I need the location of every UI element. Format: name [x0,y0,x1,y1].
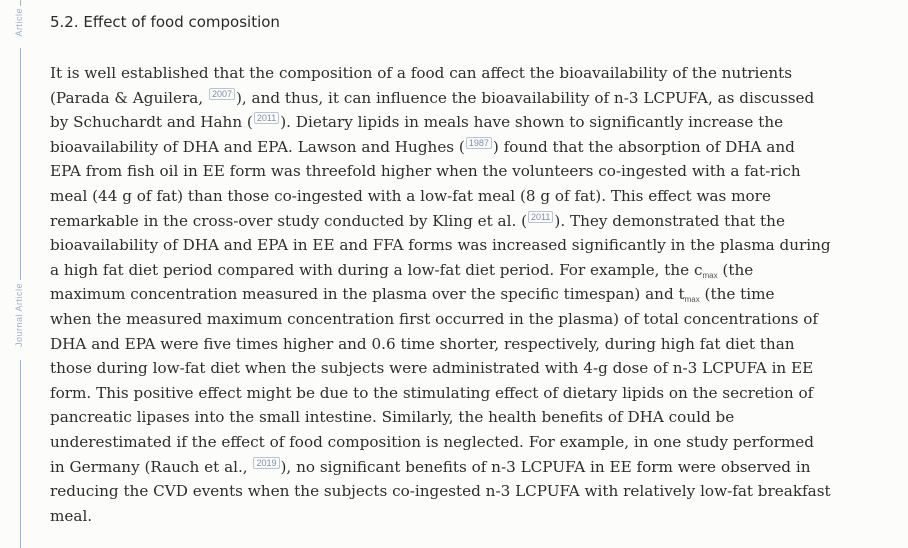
citation-link[interactable]: 1987 [466,137,492,149]
paragraph-line: It is well established that the composition of a food can affect the bioavailability of the nutrients [50,64,793,82]
section-paragraph [50,61,890,528]
paragraph-line: EPA from fish oil in EE form was threefold higher when the volunteers co-ingested with a fat-rich [50,162,801,181]
paragraph-line [50,455,890,480]
line-text: ), no significant benefits of n-3 LCPUFA in EE form were observed in [280,457,811,476]
paragraph-line [50,135,890,160]
rail-label-top: Article [14,8,24,37]
line-text: ), and thus, it can influence the bioavailability of n-3 LCPUFA, as discussed [235,88,815,107]
line-text: maximum concentration measured in the plasma over the specific timespan) and t [50,285,685,304]
line-text: ) found that the absorption of DHA and [492,137,795,156]
rail-divider [20,48,21,280]
paragraph-line [50,110,890,135]
rail-label-bottom: Journal Article [14,283,24,348]
paragraph-line [50,209,890,234]
paragraph-line [50,86,890,111]
line-text: remarkable in the cross-over study conducted by Kling et al. ( [50,211,528,230]
line-text: (the time [699,285,775,304]
line-text: in Germany (Rauch et al., [50,457,253,476]
citation-link[interactable]: 2019 [253,457,279,469]
paragraph-line: meal. [50,506,93,525]
paragraph-line: meal (44 g of fat) than those co-ingested with a low-fat meal (8 g of fat). This effect was more [50,186,771,205]
paragraph-line: pancreatic lipases into the small intestine. Similarly, the health benefits of DHA could be [50,408,735,427]
rail-divider [20,0,21,6]
line-text: bioavailability of DHA and EPA. Lawson and Hughes ( [50,137,465,156]
paragraph-line [50,258,890,283]
subscript: max [684,295,700,305]
line-text: (the [717,260,754,279]
citation-link[interactable]: 2011 [528,211,553,223]
paragraph-line: reducing the CVD events when the subjects co-ingested n-3 LCPUFA with relatively low-fat breakfast [50,482,831,501]
line-text: by Schuchardt and Hahn ( [50,113,253,132]
citation-link[interactable]: 2011 [254,112,279,124]
left-margin-rail [0,0,40,548]
paragraph-line [50,282,890,307]
paragraph-line: underestimated if the effect of food composition is neglected. For example, in one study performed [50,432,814,451]
paragraph-line: form. This positive effect might be due to the stimulating effect of dietary lipids on the secretion of [50,383,814,402]
section-heading: 5.2. Effect of food composition [50,13,280,31]
line-text: (Parada & Aguilera, [50,88,208,107]
line-text: a high fat diet period compared with during a low-fat diet period. For example, the c [50,260,703,279]
citation-link[interactable]: 2007 [209,88,235,100]
line-text: ). They demonstrated that the [554,211,785,230]
line-text: ). Dietary lipids in meals have shown to significantly increase the [280,113,784,132]
paragraph-line: DHA and EPA were five times higher and 0.6 time shorter, respectively, during high fat diet than [50,334,795,353]
rail-divider [20,360,21,548]
subscript: max [702,270,718,280]
paragraph-line: bioavailability of DHA and EPA in EE and FFA forms was increased significantly in the plasma during [50,236,831,255]
paragraph-line: when the measured maximum concentration first occurred in the plasma) of total concentrations of [50,309,819,328]
paragraph-line: those during low-fat diet when the subjects were administrated with 4-g dose of n-3 LCPUFA in EE [50,359,814,378]
